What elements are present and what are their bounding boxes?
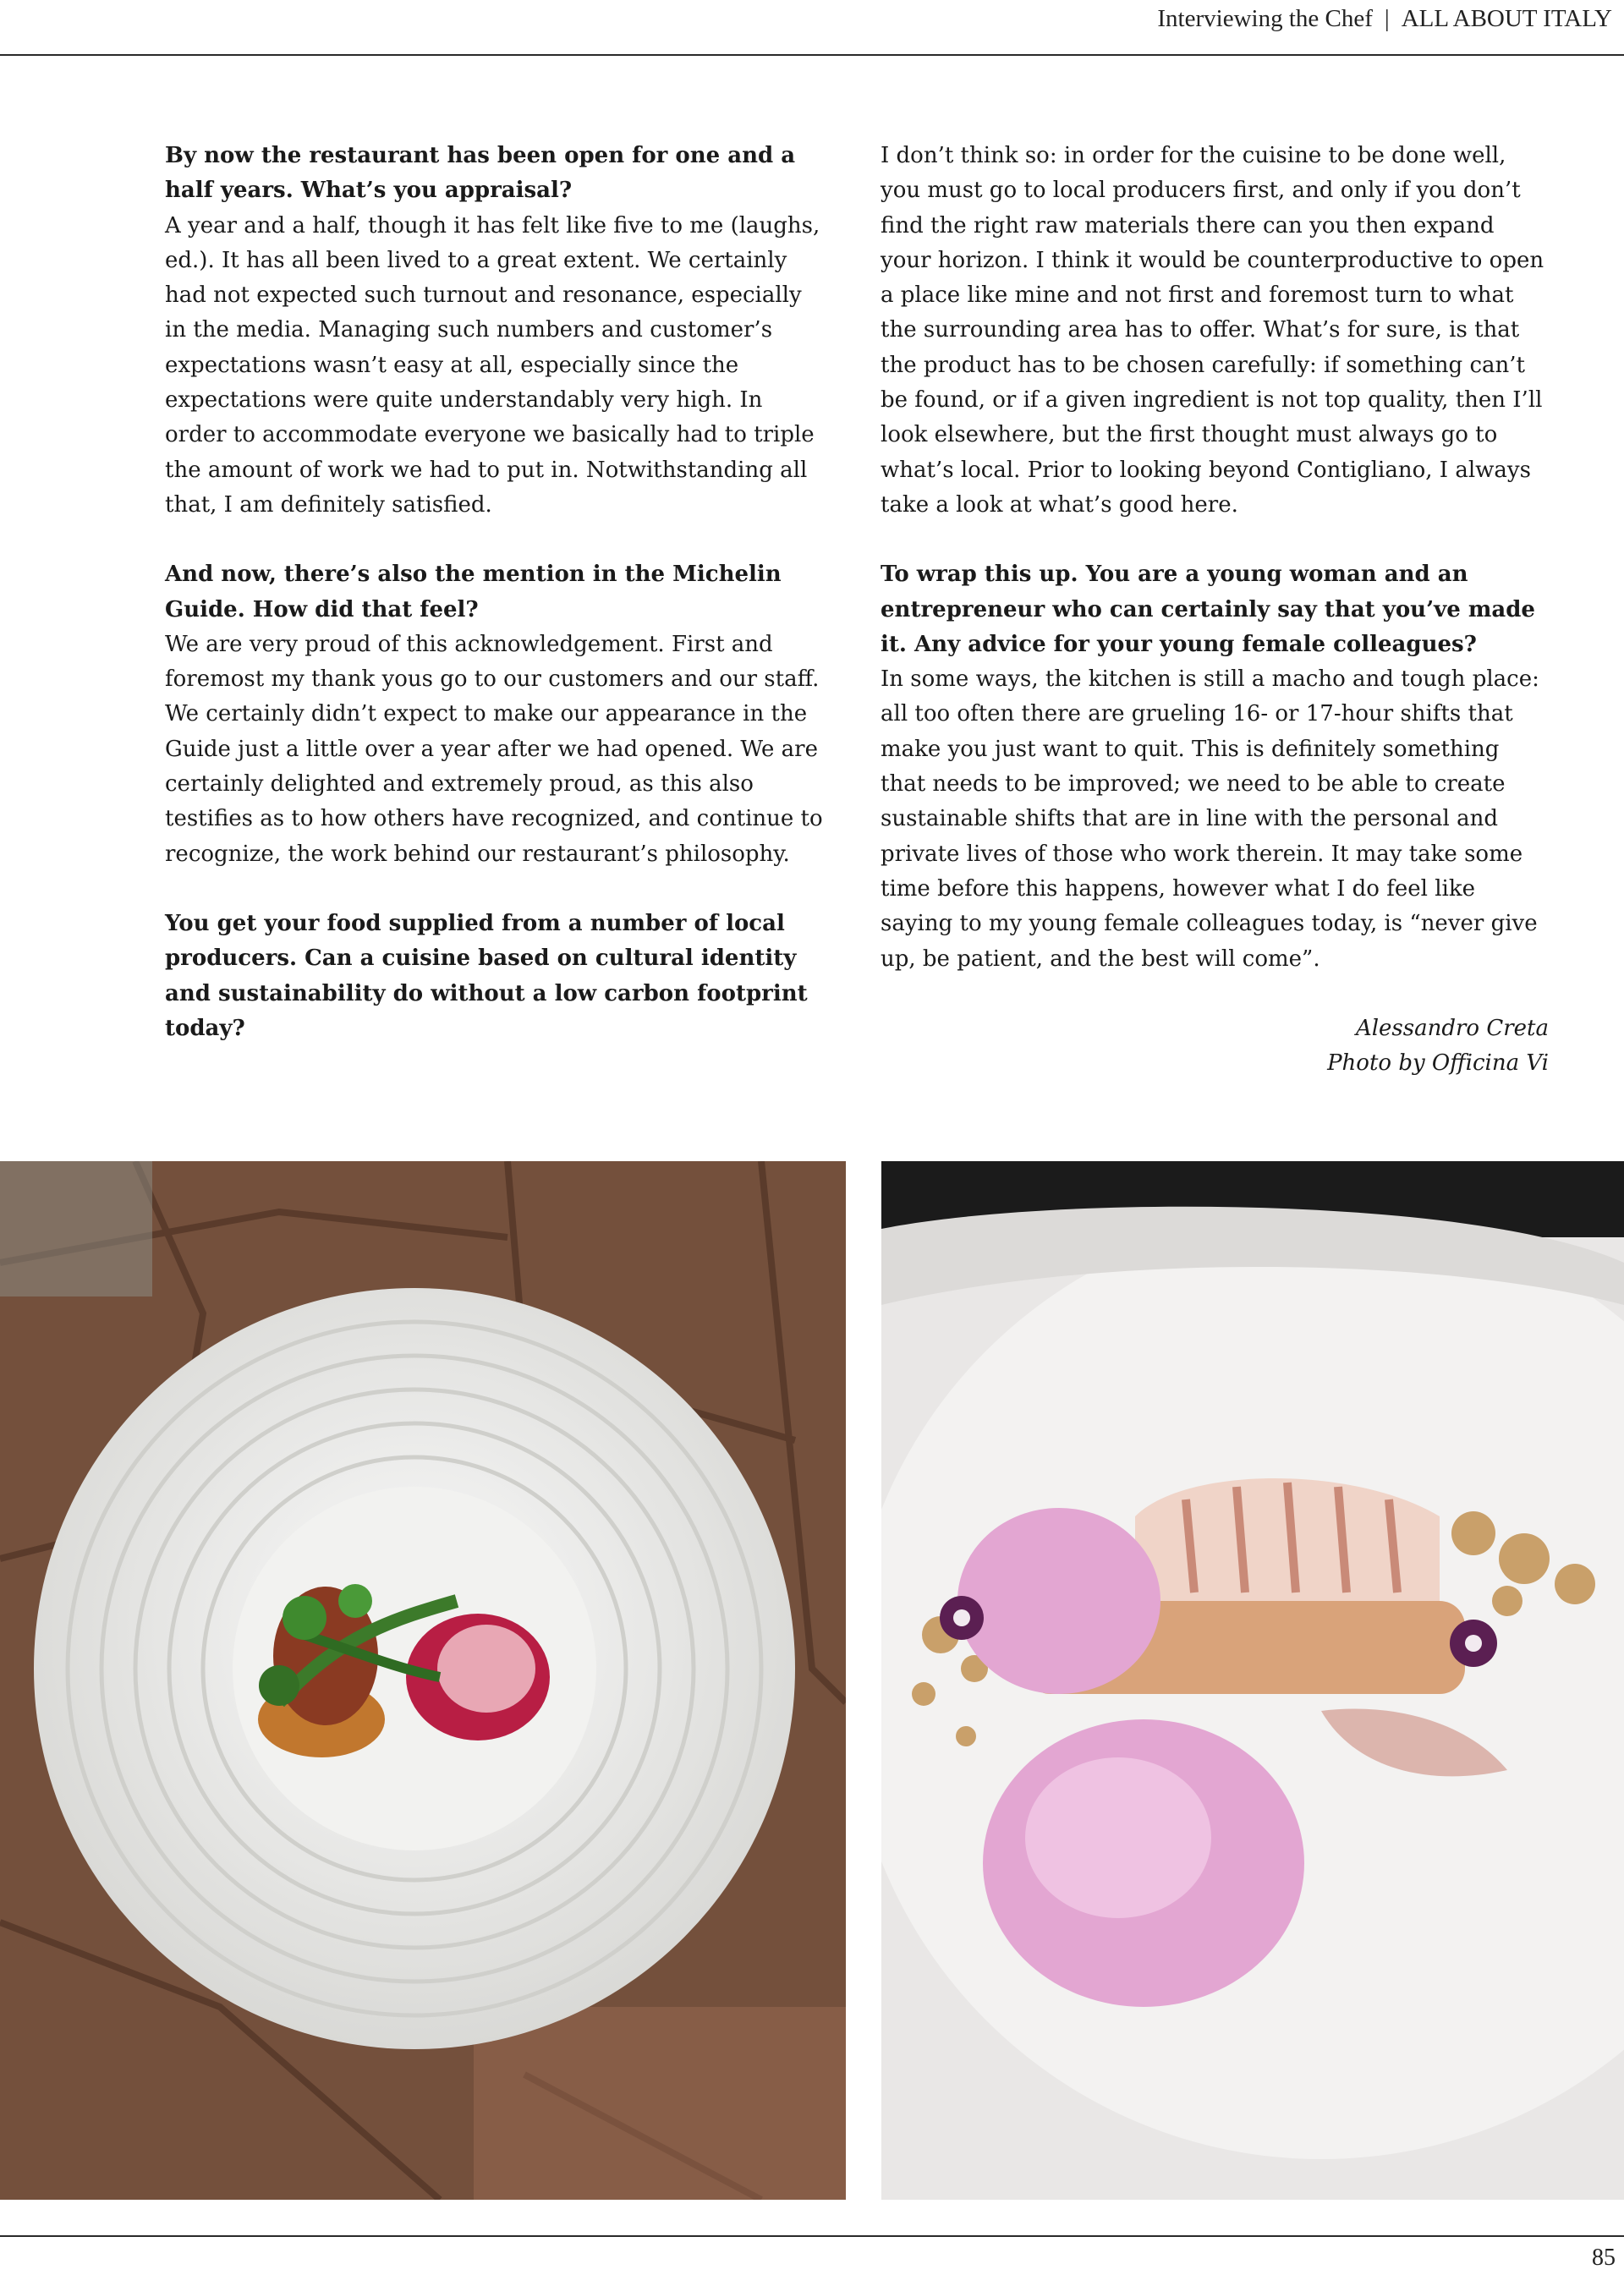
interview-question: To wrap this up. You are a young woman and an entrepreneur who can certainly say that you’ve made it. Any advice for your young female colleagues?	[881, 562, 1535, 657]
interview-answer: We are very proud of this acknowledgement. First and foremost my thank yous go to our customers and our staff. We certainly didn’t expect to make our appearance in the Guide just a little over a year after we had opened. We are certainly delighted and extremely proud, as this also testifies as to how others have recognized, and continue to recognize, the work behind our restaurant’s philosophy.	[165, 631, 823, 867]
section-title: Interviewing the Chef	[1157, 5, 1373, 32]
qa-block	[165, 139, 825, 523]
interview-answer: I don’t think so: in order for the cuisine to be done well, you must go to local producers first, and only if you don’t find the right raw materials there can you then expand your horizon. I think it would be counterproductive to open a place like mine and not first and foremost turn to what the surrounding area has to offer. What’s for sure, is that the product has to be chosen carefully: if something can’t be found, or if a given ingredient is not top quality, then I’ll look elsewhere, but the first thought must always go to what’s local. Prior to looking beyond Contigliano, I always take a look at what’s good here.	[881, 143, 1544, 518]
qa-block	[881, 557, 1549, 977]
author-credit: Alessandro Creta	[1355, 1015, 1549, 1041]
running-head	[1157, 5, 1612, 33]
header-separator: |	[1384, 5, 1390, 32]
right-column	[881, 139, 1549, 1081]
plated-dessert-illustration	[881, 1161, 1624, 2200]
magazine-title: ALL ABOUT ITALY	[1401, 5, 1612, 32]
page-number: 85	[1592, 2245, 1616, 2271]
interview-answer: In some ways, the kitchen is still a macho and tough place: all too often there are grueling 16- or 17-hour shifts that make you just want to quit. This is definitely something that needs to be improved; we need to be able to create sustainable shifts that are in line with the personal and private lives of those who work therein. It may take some time before this happens, however what I do feel like saying to my young female colleagues today, is “never give up, be patient, and the best will come”.	[881, 666, 1539, 972]
credits	[881, 1011, 1549, 1082]
interview-answer: A year and a half, though it has felt like five to me (laughs, ed.). It has all been lived to a great extent. We certainly had not expected such turnout and resonance, especially in the media. Managing such numbers and customer’s expectations wasn’t easy at all, especially since the expectations were quite understandably very high. In order to accommodate everyone we basically had to triple the amount of work we had to put in. Notwithstanding all that, I am definitely satisfied.	[165, 212, 820, 518]
interview-question: And now, there’s also the mention in the Michelin Guide. How did that feel?	[165, 562, 782, 622]
footer-rule	[0, 2235, 1624, 2237]
plated-dessert-photo	[881, 1161, 1624, 2200]
plated-dish-photo-brick	[0, 1161, 846, 2200]
qa-block	[881, 139, 1549, 523]
interview-question: You get your food supplied from a number of local producers. Can a cuisine based on cultural identity and sustainability do without a low carbon footprint today?	[165, 910, 808, 1041]
plated-dish-illustration	[0, 1161, 846, 2200]
page-header	[0, 0, 1624, 56]
qa-block	[165, 557, 825, 872]
left-column	[165, 139, 825, 1081]
photo-credit: Photo by Officina Vi	[1327, 1050, 1549, 1077]
interview-question: By now the restaurant has been open for one and a half years. What’s you appraisal?	[165, 143, 796, 204]
qa-block	[165, 907, 825, 1046]
